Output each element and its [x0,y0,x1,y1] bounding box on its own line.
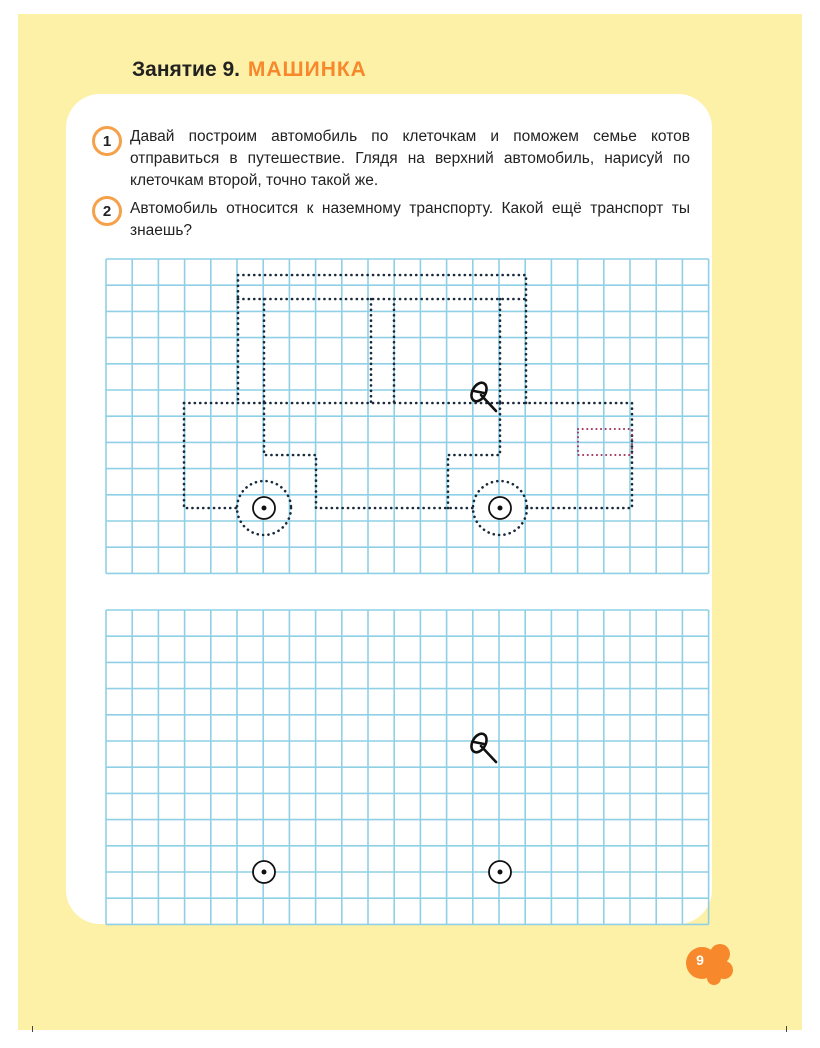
drawing-grid[interactable] [88,596,718,936]
crop-mark [32,1026,33,1032]
wheel-hub-icon [489,861,511,883]
lesson-topic: МАШИНКА [247,58,367,81]
crop-mark [786,1026,787,1032]
wheel-hub-icon [489,497,511,519]
wheel-hub-icon [253,861,275,883]
grid-lines [106,259,709,573]
page-number: 9 [696,952,704,968]
task-2-text: Автомобиль относится к наземному транспорту. Какой ещё транспорт ты знаешь? [130,200,690,239]
page-title [132,58,367,82]
grid-lines [106,610,709,924]
car-body-top [184,403,632,508]
window-posts [264,299,500,403]
rear-arch [264,403,476,508]
task-number-badge: 1 [92,126,122,156]
front-arch [448,403,500,508]
task-1-text: Давай построим автомобиль по клеточкам и поможем семье котов отправиться в путешествие. Глядя на верхний автомобиль, нарисуй по клеточкам второй, точно такой же. [130,128,690,189]
wheel-hub-icon [253,497,275,519]
task-number-badge: 2 [92,196,122,226]
example-car-grid [88,245,718,585]
dotted-car-outline [184,275,632,535]
lesson-label: Занятие 9. [132,58,240,81]
